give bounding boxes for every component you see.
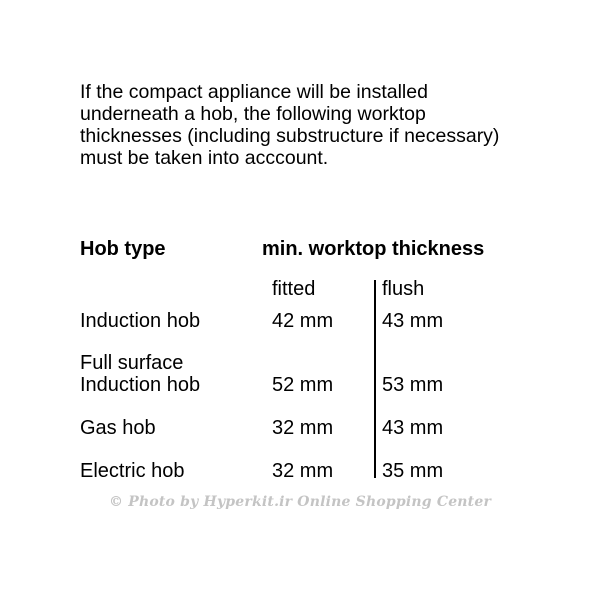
row-label: Full surface xyxy=(80,352,184,374)
row-label: Induction hob xyxy=(80,310,201,332)
header-hob-type: Hob type xyxy=(80,238,166,260)
photo-credit-watermark: © Photo by Hyperkit.ir Online Shopping Center xyxy=(108,494,492,510)
header-min-worktop-thickness: min. worktop thickness xyxy=(262,238,485,260)
row-label: Gas hob xyxy=(80,417,156,439)
column-divider xyxy=(374,280,376,478)
row-fitted-value: 32 mm xyxy=(272,417,334,439)
row-flush-value: 35 mm xyxy=(382,460,444,482)
row-label: Electric hob xyxy=(80,460,185,482)
row-fitted-value: 32 mm xyxy=(272,460,334,482)
row-fitted-value: 42 mm xyxy=(272,310,334,332)
row-flush-value: 53 mm xyxy=(382,374,444,396)
intro-paragraph: If the compact appliance will be installed underneath a hob, the following worktop thicknesses (including substructure if necessary) must be taken into acccount. xyxy=(80,81,500,169)
row-fitted-value: 52 mm xyxy=(272,374,334,396)
subheader-fitted: fitted xyxy=(272,278,316,300)
row-flush-value: 43 mm xyxy=(382,310,444,332)
row-label-line2: Induction hob xyxy=(80,374,201,396)
subheader-flush: flush xyxy=(382,278,425,300)
row-flush-value: 43 mm xyxy=(382,417,444,439)
